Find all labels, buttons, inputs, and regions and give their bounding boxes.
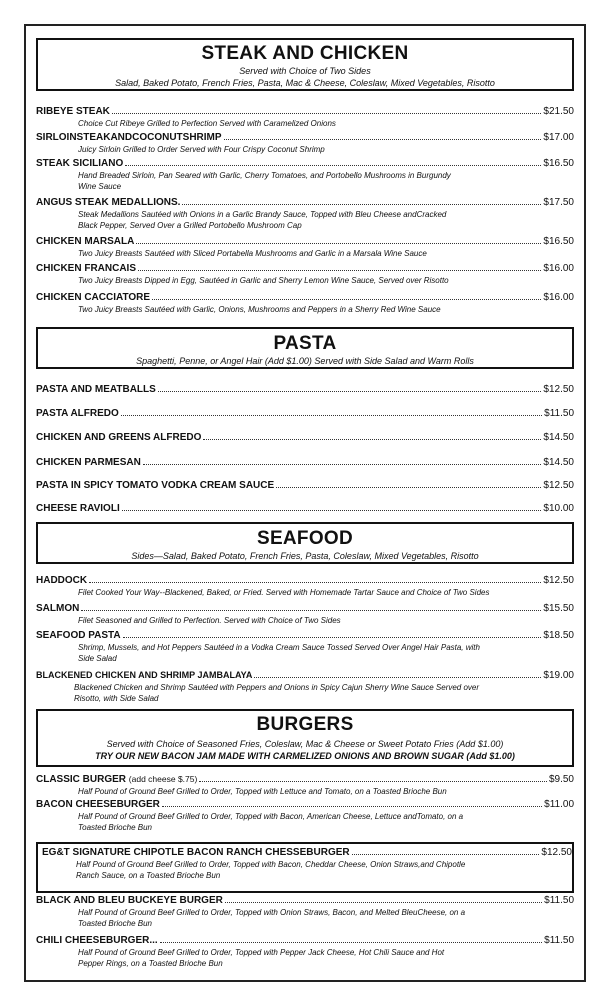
item-desc: Black Pepper, Served Over a Grilled Portobello Mushroom Cap (78, 221, 302, 230)
item-desc: Wine Sauce (78, 182, 122, 191)
item-price: $12.50 (543, 575, 574, 586)
item-price: $14.50 (543, 432, 574, 443)
section-subtitle: Served with Choice of Two Sides (239, 66, 371, 76)
menu-item (36, 503, 574, 515)
item-name: CHICKEN PARMESAN (36, 457, 141, 468)
item-name: PASTA IN SPICY TOMATO VODKA CREAM SAUCE (36, 480, 275, 491)
menu-item (36, 773, 574, 797)
item-price: $11.50 (544, 935, 574, 946)
menu-item (36, 895, 574, 929)
item-price: $16.00 (543, 263, 574, 274)
item-desc: Juicy Sirloin Grilled to Order Served with Four Crispy Coconut Shrimp (78, 145, 325, 154)
menu-item (36, 263, 574, 286)
dot-leader (182, 204, 541, 205)
menu-item (36, 292, 574, 315)
item-price: $17.50 (543, 197, 574, 208)
item-desc: Two Juicy Breasts Sautéed with Garlic, Onions, Mushrooms and Peppers in a Sherry Red Wine Sauce (78, 305, 441, 314)
item-name: CHICKEN CACCIATORE (36, 292, 151, 303)
item-name: BLACK AND BLEU BUCKEYE BURGER (36, 895, 223, 906)
item-price: $19.00 (543, 670, 574, 681)
menu-item (36, 158, 574, 192)
menu-item (36, 132, 574, 155)
section-subtitle: Served with Choice of Seasoned Fries, Coleslaw, Mac & Cheese or Sweet Potato Fries (Add $1.00) (106, 739, 504, 749)
dot-leader (123, 637, 542, 638)
item-name: CHILI CHEESEBURGER... (36, 935, 158, 946)
item-desc: Toasted Brioche Bun (78, 823, 152, 832)
item-price: $16.50 (543, 236, 574, 247)
menu-item (36, 106, 574, 129)
dot-leader (254, 677, 541, 678)
menu-item (36, 408, 574, 420)
item-desc: Half Pound of Ground Beef Grilled to Order, Topped with Pepper Jack Cheese, Hot Chili Sauce and Hot (78, 948, 445, 957)
pasta-header (36, 327, 574, 369)
item-desc: Side Salad (78, 654, 117, 663)
dot-leader (152, 299, 541, 300)
dot-leader (138, 270, 541, 271)
item-desc: Filet Seasoned and Grilled to Perfection. Served with Choice of Two Sides (78, 616, 341, 625)
dot-leader (224, 139, 542, 140)
dot-leader (143, 464, 542, 465)
section-sides: Salad, Baked Potato, French Fries, Pasta, Mac & Cheese, Coleslaw, Mixed Vegetables, Risotto (115, 78, 495, 88)
item-desc: Two Juicy Breasts Sautéed with Sliced Portabella Mushrooms and Garlic in a Marsala Wine Sauce (78, 249, 427, 258)
item-desc: Pepper Rings, on a Toasted Brioche Bun (78, 959, 223, 968)
item-name: ANGUS STEAK MEDALLIONS. (36, 197, 181, 208)
dot-leader (225, 902, 542, 903)
item-note: (add cheese $.75) (128, 774, 198, 784)
section-promo: TRY OUR NEW BACON JAM MADE WITH CARMELIZED ONIONS AND BROWN SUGAR (Add $1.00) (95, 751, 515, 761)
item-price: $15.50 (543, 603, 574, 614)
dot-leader (89, 582, 541, 583)
section-title: BURGERS (256, 714, 354, 735)
item-desc: Hand Breaded Sirloin, Pan Seared with Garlic, Cherry Tomatoes, and Portobello Mushrooms in Burgundy (78, 171, 451, 180)
item-name: BLACKENED CHICKEN AND SHRIMP JAMBALAYA (36, 670, 253, 680)
item-desc: Toasted Brioche Bun (78, 919, 152, 928)
menu-item (36, 575, 574, 598)
item-price: $12.50 (543, 384, 574, 395)
section-subtitle: Sides—Salad, Baked Potato, French Fries, Pasta, Coleslaw, Mixed Vegetables, Risotto (131, 551, 479, 561)
item-desc: Two Juicy Breasts Dipped in Egg, Sautéed in Garlic and Sherry Lemon Wine Sauce, Served over Risotto (78, 276, 449, 285)
item-desc: Steak Medallions Sautéed with Onions in a Garlic Brandy Sauce, Topped with Bleu Cheese andCracked (78, 210, 447, 219)
menu-item (36, 197, 574, 231)
item-price: $9.50 (548, 774, 574, 785)
dot-leader (81, 610, 541, 611)
item-name: CHICKEN FRANCAIS (36, 263, 136, 274)
dot-leader (160, 942, 542, 943)
item-name: STEAK SICILIANO (36, 158, 124, 169)
menu-item (36, 432, 574, 444)
dot-leader (112, 113, 542, 114)
dot-leader (125, 165, 541, 166)
menu-item-signature (42, 847, 572, 881)
dot-leader (136, 243, 541, 244)
item-desc: Risotto, with Side Salad (74, 694, 159, 703)
menu-item (36, 480, 574, 492)
item-price: $14.50 (543, 457, 574, 468)
menu-item (36, 384, 574, 396)
item-price: $12.50 (541, 847, 572, 858)
item-name: BACON CHEESEBURGER (36, 799, 160, 810)
item-desc: Ranch Sauce, on a Toasted Brioche Bun (76, 871, 221, 880)
section-title: STEAK AND CHICKEN (201, 43, 409, 64)
item-name: CLASSIC BURGER (36, 774, 127, 785)
item-name: PASTA ALFREDO (36, 408, 119, 419)
section-title: SEAFOOD (256, 528, 354, 549)
item-name: HADDOCK (36, 575, 88, 586)
dot-leader (162, 806, 542, 807)
item-price: $12.50 (543, 480, 574, 491)
item-price: $11.00 (544, 799, 574, 810)
menu-item (36, 669, 574, 704)
item-price: $10.00 (543, 503, 574, 514)
item-desc: Choice Cut Ribeye Grilled to Perfection Served with Caramelized Onions (78, 119, 336, 128)
item-desc: Half Pound of Ground Beef Grilled to Order, Topped with Lettuce and Tomato, on a Toasted Brioche Bun (78, 787, 447, 796)
item-desc: Filet Cooked Your Way--Blackened, Baked, or Fried. Served with Homemade Tartar Sauce and Choice of Two Sides (78, 588, 490, 597)
item-name: EG&T SIGNATURE CHIPOTLE BACON RANCH CHESSEBURGER (42, 847, 350, 858)
item-name: RIBEYE STEAK (36, 106, 110, 117)
item-name: CHEESE RAVIOLI (36, 503, 120, 514)
menu-item (36, 236, 574, 259)
section-subtitle: Spaghetti, Penne, or Angel Hair (Add $1.00) Served with Side Salad and Warm Rolls (136, 356, 474, 366)
steak-chicken-header (36, 38, 574, 91)
item-name: SIRLOINSTEAKANDCOCONUTSHRIMP (36, 132, 222, 143)
item-desc: Blackened Chicken and Shrimp Sautéed with Peppers and Onions in Spicy Cajun Sherry Wine Sauce Served over (74, 683, 480, 692)
menu-item (36, 935, 574, 969)
item-desc: Half Pound of Ground Beef Grilled to Order, Topped with Onion Straws, Bacon, and Melted BleuCheese, on a (78, 908, 466, 917)
menu-item (36, 603, 574, 626)
item-desc: Half Pound of Ground Beef Grilled to Order, Topped with Bacon, Cheddar Cheese, Onion Straws,and Chipotle (76, 860, 466, 869)
item-desc: Shrimp, Mussels, and Hot Peppers Sautéed in a Vodka Cream Sauce Tossed Served Over Angel Hair Pasta, with (78, 643, 480, 652)
item-name: PASTA AND MEATBALLS (36, 384, 156, 395)
item-name: CHICKEN AND GREENS ALFREDO (36, 432, 202, 443)
item-desc: Half Pound of Ground Beef Grilled to Order, Topped with Bacon, American Cheese, Lettuce andTomato, on a (78, 812, 464, 821)
item-name: SEAFOOD PASTA (36, 630, 121, 641)
menu-item (36, 799, 574, 833)
dot-leader (199, 781, 547, 782)
dot-leader (158, 391, 542, 392)
burgers-header (36, 709, 574, 767)
item-price: $16.00 (543, 292, 574, 303)
menu-item (36, 630, 574, 664)
item-name: SALMON (36, 603, 80, 614)
item-price: $17.00 (543, 132, 574, 143)
menu-item (36, 457, 574, 469)
item-name: CHICKEN MARSALA (36, 236, 135, 247)
dot-leader (276, 487, 541, 488)
item-price: $11.50 (544, 895, 574, 906)
item-price: $21.50 (543, 106, 574, 117)
dot-leader (352, 854, 540, 855)
dot-leader (121, 415, 542, 416)
item-price: $16.50 (543, 158, 574, 169)
item-price: $18.50 (543, 630, 574, 641)
seafood-header (36, 522, 574, 564)
dot-leader (203, 439, 541, 440)
dot-leader (122, 510, 542, 511)
section-title: PASTA (273, 333, 337, 354)
item-price: $11.50 (544, 408, 574, 419)
